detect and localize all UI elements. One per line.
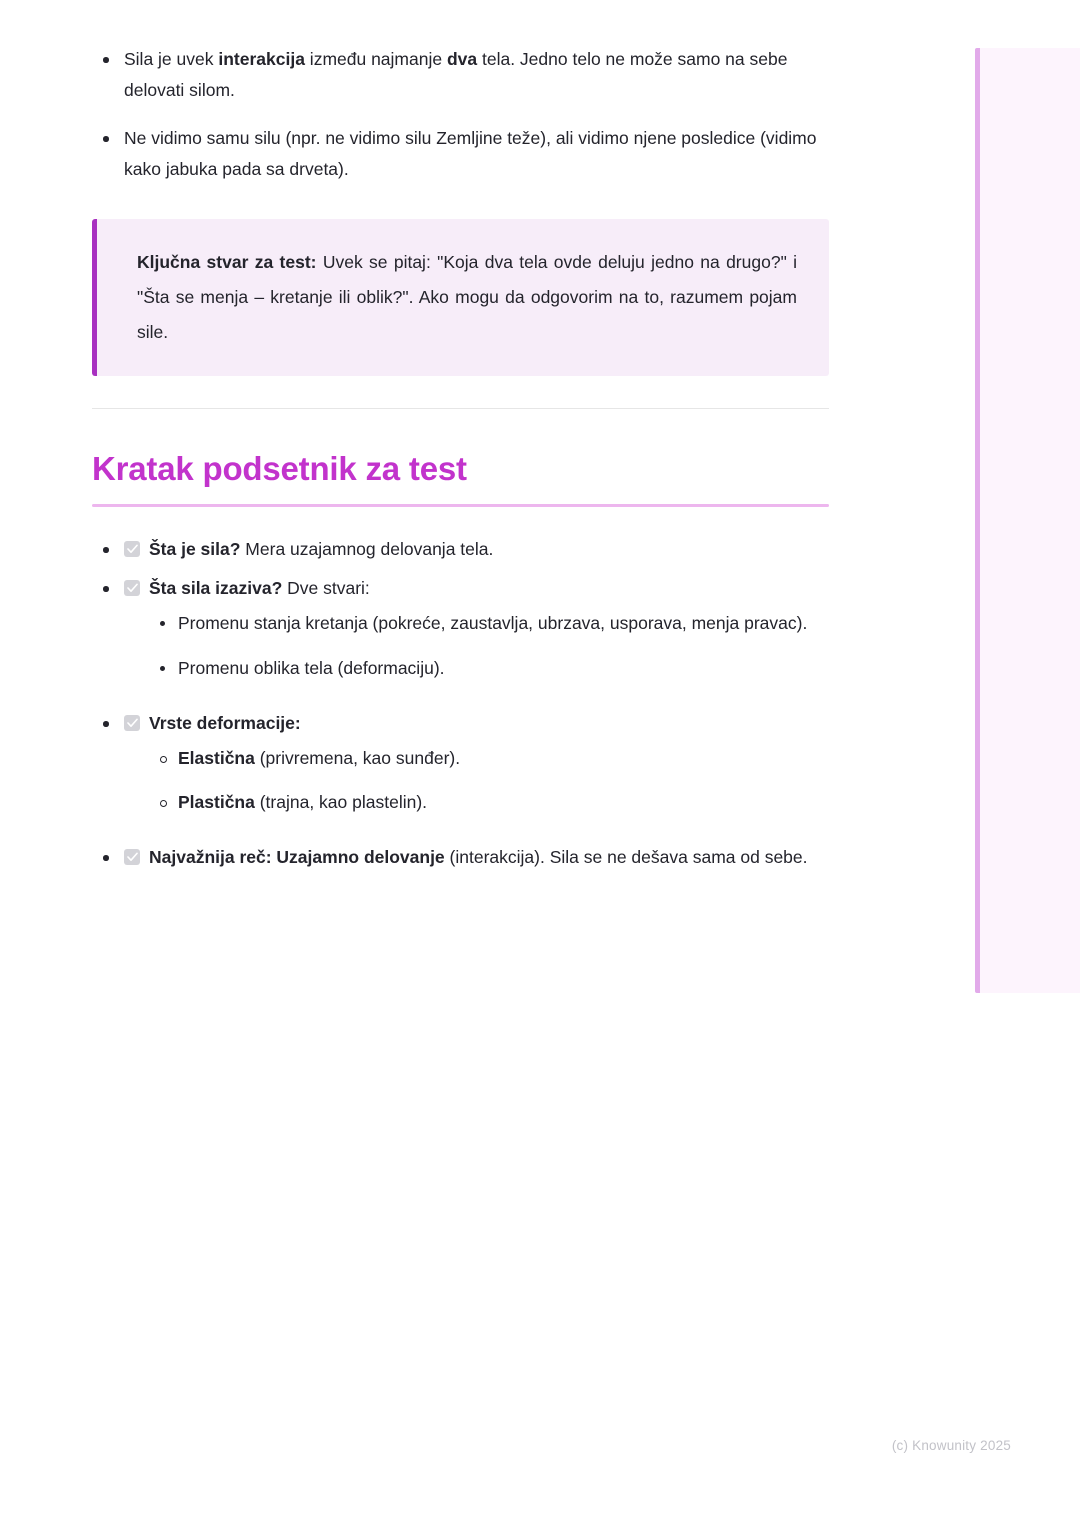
emphasis-text: Elastična bbox=[178, 748, 255, 768]
intro-bullet-list bbox=[92, 44, 829, 185]
callout-body: Uvek se pitaj: "Koja dva tela ovde deluju jedno na drugo?" i "Šta se menja – kretanje ili oblik?". Ako mogu da odgovorim na to, razumem pojam sile. bbox=[137, 252, 797, 342]
section-divider bbox=[92, 408, 829, 409]
checklist-item bbox=[92, 841, 829, 874]
checklist-item bbox=[92, 533, 829, 566]
emphasis-text: Najvažnija reč: Uzajamno delovanje bbox=[149, 847, 445, 867]
emphasis-text: Vrste deformacije: bbox=[149, 713, 301, 733]
body-text: Promenu stanja kretanja (pokreće, zaustavlja, ubrzava, usporava, menja pravac). bbox=[178, 613, 808, 633]
emphasis-text: Šta sila izaziva? bbox=[149, 578, 283, 598]
nested-list-item bbox=[154, 786, 829, 819]
body-text: (trajna, kao plastelin). bbox=[254, 792, 428, 812]
decorative-edge-panel bbox=[975, 48, 1080, 993]
nested-list-item bbox=[154, 742, 829, 775]
key-takeaway-callout bbox=[92, 219, 829, 376]
body-text: tela. Jedno telo ne može samo na sebe delovati silom. bbox=[124, 49, 788, 100]
body-text: (interakcija). Sila se ne dešava sama od sebe. bbox=[444, 847, 808, 867]
checklist-item bbox=[92, 707, 829, 819]
body-text: (privremena, kao sunđer). bbox=[254, 748, 461, 768]
list-item bbox=[92, 44, 829, 106]
body-text: Promenu oblika tela (deformaciju). bbox=[178, 658, 445, 678]
callout-text bbox=[137, 245, 797, 350]
nested-list-item bbox=[154, 607, 829, 640]
emphasis-text: dva bbox=[446, 49, 478, 69]
emphasis-text: interakcija bbox=[218, 49, 305, 69]
body-text: Ne vidimo samu silu (npr. ne vidimo silu Zemljine teže), ali vidimo njene posledice (vidimo kako jabuka pada sa drveta). bbox=[124, 128, 817, 179]
heading-underline-rule bbox=[92, 504, 829, 507]
checkbox-checked-icon[interactable] bbox=[124, 849, 140, 865]
review-checklist bbox=[92, 533, 829, 874]
body-text: Mera uzajamnog delovanja tela. bbox=[240, 539, 494, 559]
body-text: Dve stvari: bbox=[282, 578, 370, 598]
document-content bbox=[92, 44, 829, 880]
emphasis-text: Plastična bbox=[178, 792, 255, 812]
body-text: između najmanje bbox=[304, 49, 447, 69]
section-heading: Kratak podsetnik za test bbox=[92, 450, 467, 487]
nested-list bbox=[124, 742, 829, 819]
checkbox-checked-icon[interactable] bbox=[124, 580, 140, 596]
callout-label: Ključna stvar za test: bbox=[137, 252, 317, 272]
body-text: Sila je uvek bbox=[124, 49, 219, 69]
nested-list-item bbox=[154, 652, 829, 685]
checkbox-checked-icon[interactable] bbox=[124, 541, 140, 557]
nested-list bbox=[124, 607, 829, 685]
checkbox-checked-icon[interactable] bbox=[124, 715, 140, 731]
list-item bbox=[92, 123, 829, 185]
footer-copyright: (c) Knowunity 2025 bbox=[891, 1438, 1011, 1453]
checklist-item bbox=[92, 572, 829, 685]
emphasis-text: Šta je sila? bbox=[149, 539, 241, 559]
